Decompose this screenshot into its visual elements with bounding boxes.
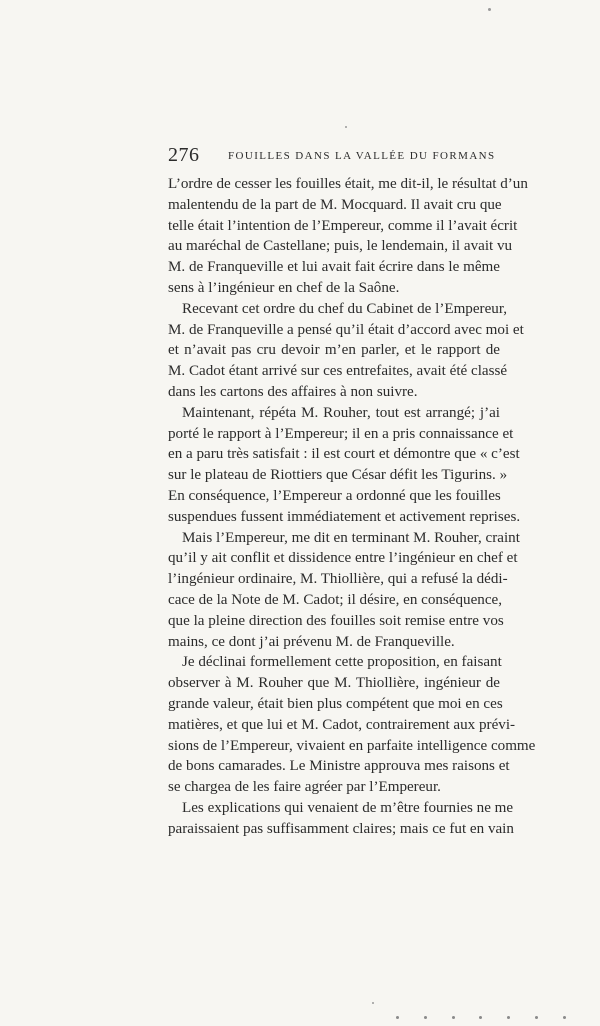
paper-speck-top-right: [488, 8, 491, 11]
text-line-20: l’ingénieur ordinaire, M. Thiollière, qui a refusé la dédi-: [168, 571, 508, 588]
text-line-3: telle était l’intention de l’Empereur, comme il l’avait écrit: [168, 217, 518, 234]
text-line-22: que la pleine direction des fouilles soit remise entre vos: [168, 612, 504, 629]
text-line-23: mains, ce dont j’ai prévenu M. de Franqueville.: [168, 633, 455, 650]
page-header: [168, 144, 500, 168]
scan-mark: [507, 1016, 510, 1019]
scan-mark: [535, 1016, 538, 1019]
text-line-2: malentendu de la part de M. Mocquard. Il avait cru que: [168, 196, 502, 213]
text-line-21: cace de la Note de M. Cadot; il désire, en conséquence,: [168, 591, 503, 608]
paper-speck-mid: [345, 126, 347, 128]
text-line-10: M. Cadot étant arrivé sur ces entrefaites, avait été classé: [168, 363, 508, 380]
text-line-6: sens à l’ingénieur en chef de la Saône.: [168, 279, 400, 296]
text-line-18: Mais l’Empereur, me dit en terminant M. Rouher, craint: [182, 529, 520, 546]
text-line-9: et n’avait pas cru devoir m’en parler, et le rapport de: [168, 342, 500, 359]
text-line-15: sur le plateau de Riottiers que César défit les Tigurins. »: [168, 467, 508, 484]
text-line-13: porté le rapport à l’Empereur; il en a pris connaissance et: [168, 425, 514, 442]
text-line-32: paraissaient pas suffisamment claires; mais ce fut en vain: [168, 820, 514, 837]
text-line-8: M. de Franqueville a pensé qu’il était d’accord avec moi et: [168, 321, 524, 338]
text-line-19: qu’il y ait conflit et dissidence entre l’ingénieur en chef et: [168, 550, 518, 567]
text-line-25: observer à M. Rouher que M. Thiollière, ingénieur de: [168, 675, 500, 692]
scan-mark: [563, 1016, 566, 1019]
scan-mark: [479, 1016, 482, 1019]
text-line-1: L’ordre de cesser les fouilles était, me dit-il, le résultat d’un: [168, 176, 528, 192]
paper-speck-bottom: [372, 1002, 374, 1004]
text-line-24: Je déclinai formellement cette proposition, en faisant: [182, 654, 502, 671]
text-line-29: de bons camarades. Le Ministre approuva mes raisons et: [168, 758, 510, 775]
text-line-31: Les explications qui venaient de m’être fournies ne me: [182, 799, 514, 816]
text-line-12: Maintenant, répéta M. Rouher, tout est arrangé; j’ai: [182, 404, 500, 421]
text-line-17: suspendues fussent immédiatement et activement reprises.: [168, 508, 521, 525]
page-number: 276: [168, 144, 200, 166]
body-text: [168, 174, 536, 840]
text-line-4: au maréchal de Castellane; puis, le lendemain, il avait vu: [168, 238, 513, 255]
running-head: FOUILLES DANS LA VALLÉE DU FORMANS: [228, 150, 496, 162]
text-line-7: Recevant cet ordre du chef du Cabinet de l’Empereur,: [182, 300, 508, 317]
scan-edge-marks: [396, 1016, 566, 1022]
text-line-27: matières, et que lui et M. Cadot, contrairement aux prévi-: [168, 716, 516, 733]
text-line-26: grande valeur, était bien plus compétent que moi en ces: [168, 695, 503, 712]
text-line-28: sions de l’Empereur, vivaient en parfaite intelligence comme: [168, 737, 536, 754]
scan-mark: [452, 1016, 455, 1019]
scan-mark: [396, 1016, 399, 1019]
text-line-14: en a paru très satisfait : il est court et démontre que « c’est: [168, 446, 520, 463]
text-line-5: M. de Franqueville et lui avait fait écrire dans le même: [168, 259, 500, 276]
text-line-16: En conséquence, l’Empereur a ordonné que les fouilles: [168, 487, 501, 504]
text-line-11: dans les cartons des affaires à non suivre.: [168, 383, 418, 400]
scan-mark: [424, 1016, 427, 1019]
text-line-30: se chargea de les faire agréer par l’Empereur.: [168, 779, 441, 796]
